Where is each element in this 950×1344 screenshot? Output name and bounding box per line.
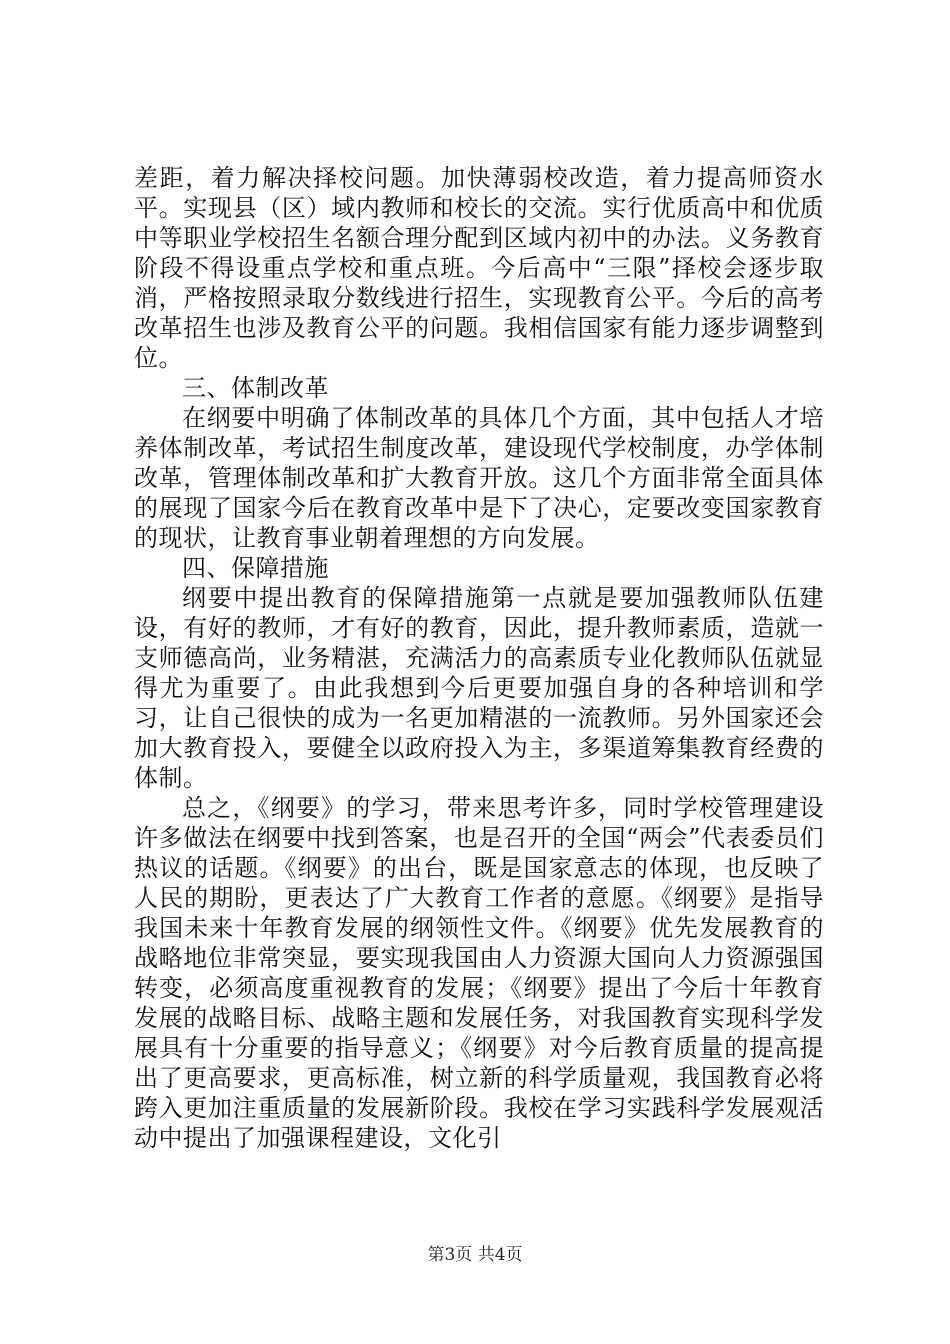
paragraph: 总之，《纲要》的学习，带来思考许多，同时学校管理建设许多做法在纲要中找到答案，也是召开的全国“两会”代表委员们热议的话题。《纲要》的出台，既是国家意志的体现，也反映了人民的期盼，更表达了广大教育工作者的意愿。《纲要》是指导我国未来十年教育发展的纲领性文件。《纲要》优先发展教育的战略地位非常突显，要实现我国由人力资源大国向人力资源强国转变，必须高度重视教育的发展；《纲要》提出了今后十年教育发展的战略目标、战略主题和发展任务，对我国教育实现科学发展具有十分重要的指导意义；《纲要》对今后教育质量的提高提出了更高要求，更高标准，树立新的科学质量观，我国教育必将跨入更加注重质量的发展新阶段。我校在学习实践科学发展观活动中提出了加强课程建设，文化引 (134, 794, 824, 1152)
paragraph: 在纲要中明确了体制改革的具体几个方面，其中包括人才培养体制改革，考试招生制度改革，建设现代学校制度，办学体制改革，管理体制改革和扩大教育开放。这几个方面非常全面具体的展现了国家今后在教育改革中是下了决心，定要改变国家教育的现状，让教育事业朝着理想的方向发展。 (134, 404, 824, 552)
paragraph: 差距，着力解决择校问题。加快薄弱校改造，着力提高师资水平。实现县（区）域内教师和校长的交流。实行优质高中和优质中等职业学校招生名额合理分配到区域内初中的办法。义务教育阶段不得设重点学校和重点班。今后高中“三限”择校会逐步取消，严格按照录取分数线进行招生，实现教育公平。今后的高考改革招生也涉及教育公平的问题。我相信国家有能力逐步调整到位。 (134, 164, 824, 372)
paragraph: 纲要中提出教育的保障措施第一点就是要加强教师队伍建设，有好的教师，才有好的教育，因此，提升教师素质，造就一支师德高尚，业务精湛，充满活力的高素质专业化教师队伍就显得尤为重要了。由此我想到今后更要加强自身的各种培训和学习，让自己很快的成为一名更加精湛的一流教师。另外国家还会加大教育投入，要健全以政府投入为主，多渠道筹集教育经费的体制。 (134, 584, 824, 792)
document-body (134, 163, 824, 1153)
page-number-footer: 第3页 共4页 (427, 1245, 523, 1265)
section-heading-safeguard-measures: 四、保障措施 (182, 554, 329, 582)
section-heading-system-reform: 三、体制改革 (182, 374, 329, 402)
